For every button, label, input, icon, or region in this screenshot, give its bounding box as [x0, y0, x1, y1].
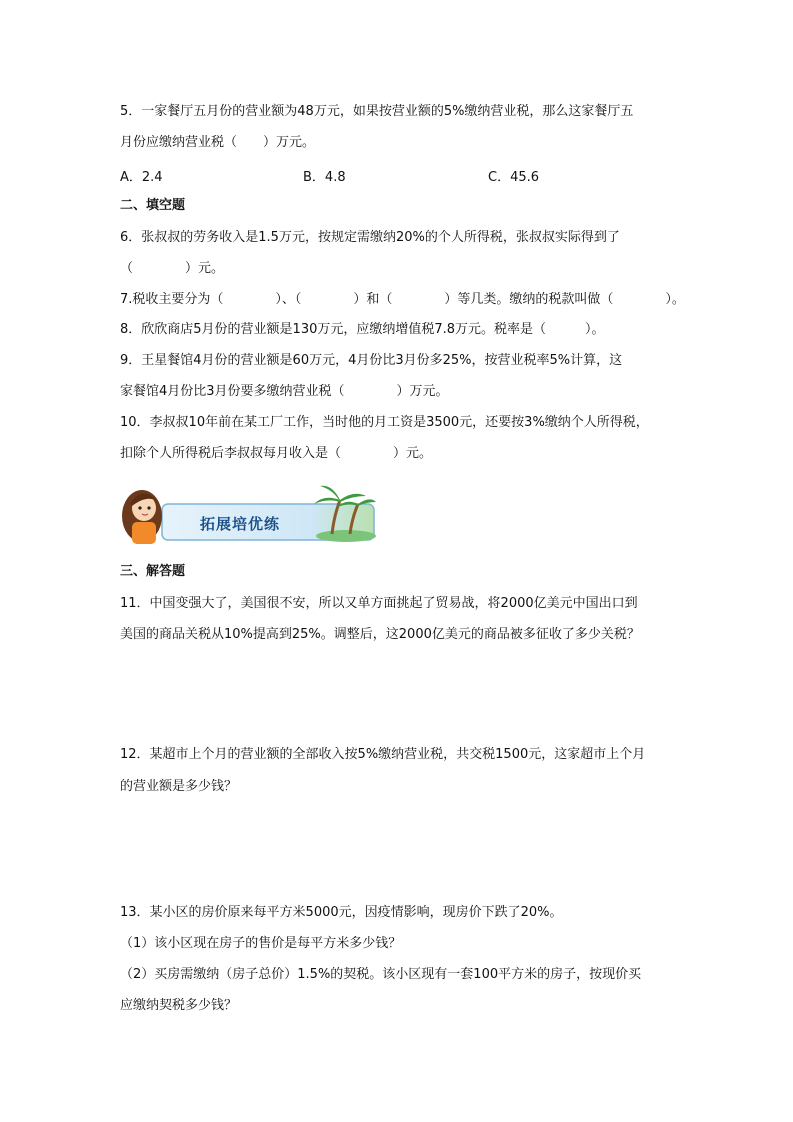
q10-line1: 10．李叔叔10年前在某工厂工作，当时他的月工资是3500元，还要按3%缴纳个人所得税， [120, 415, 649, 430]
q5-option-a: A．2.4 [120, 170, 163, 185]
q6-line2: （ ）元。 [120, 261, 225, 276]
banner-illustration [118, 478, 376, 546]
q9-line1: 9．王星餐馆4月份的营业额是60万元，4月份比3月份多25%，按营业税率5%计算，这 [120, 353, 623, 368]
banner-title: 拓展培优练 [200, 515, 281, 533]
q13-line1: 13．某小区的房价原来每平方米5000元，因疫情影响，现房价下跌了20%。 [120, 905, 563, 920]
q7-line: 7.税收主要分为（ ）、（ ）和（ ）等几类。缴纳的税款叫做（ ）。 [120, 292, 685, 307]
q5-line1: 5．一家餐厅五月份的营业额为48万元，如果按营业额的5%缴纳营业税，那么这家餐厅五 [120, 104, 634, 119]
q12-line2: 的营业额是多少钱？ [120, 779, 238, 794]
q5-option-b: B．4.8 [303, 170, 346, 185]
q5-line2: 月份应缴纳营业税（ ）万元。 [120, 135, 316, 150]
q8-line: 8．欣欣商店5月份的营业额是130万元，应缴纳增值税7.8万元。税率是（ ）。 [120, 322, 605, 337]
q12-line1: 12．某超市上个月的营业额的全部收入按5%缴纳营业税，共交税1500元，这家超市上个月 [120, 747, 646, 762]
q11-line2: 美国的商品关税从10%提高到25%。调整后，这2000亿美元的商品被多征收了多少关税？ [120, 627, 640, 642]
q13-line4: 应缴纳契税多少钱？ [120, 998, 238, 1013]
q6-line1: 6．张叔叔的劳务收入是1.5万元，按规定需缴纳20%的个人所得税，张叔叔实际得到了 [120, 230, 620, 245]
q13-line3: （2）买房需缴纳（房子总价）1.5%的契税。该小区现有一套100平方米的房子，按现价买 [120, 967, 642, 982]
extension-practice-banner [118, 478, 376, 546]
q11-line1: 11．中国变强大了，美国很不安，所以又单方面挑起了贸易战，将2000亿美元中国出口到 [120, 596, 638, 611]
q5-option-c: C．45.6 [488, 170, 540, 185]
q10-line2: 扣除个人所得税后李叔叔每月收入是（ ）元。 [120, 446, 433, 461]
section-heading-answer: 三、解答题 [120, 564, 186, 579]
section-heading-fill-in: 二、填空题 [120, 198, 186, 213]
q9-line2: 家餐馆4月份比3月份要多缴纳营业税（ ）万元。 [120, 384, 449, 399]
q13-line2: （1）该小区现在房子的售价是每平方米多少钱？ [120, 936, 402, 951]
